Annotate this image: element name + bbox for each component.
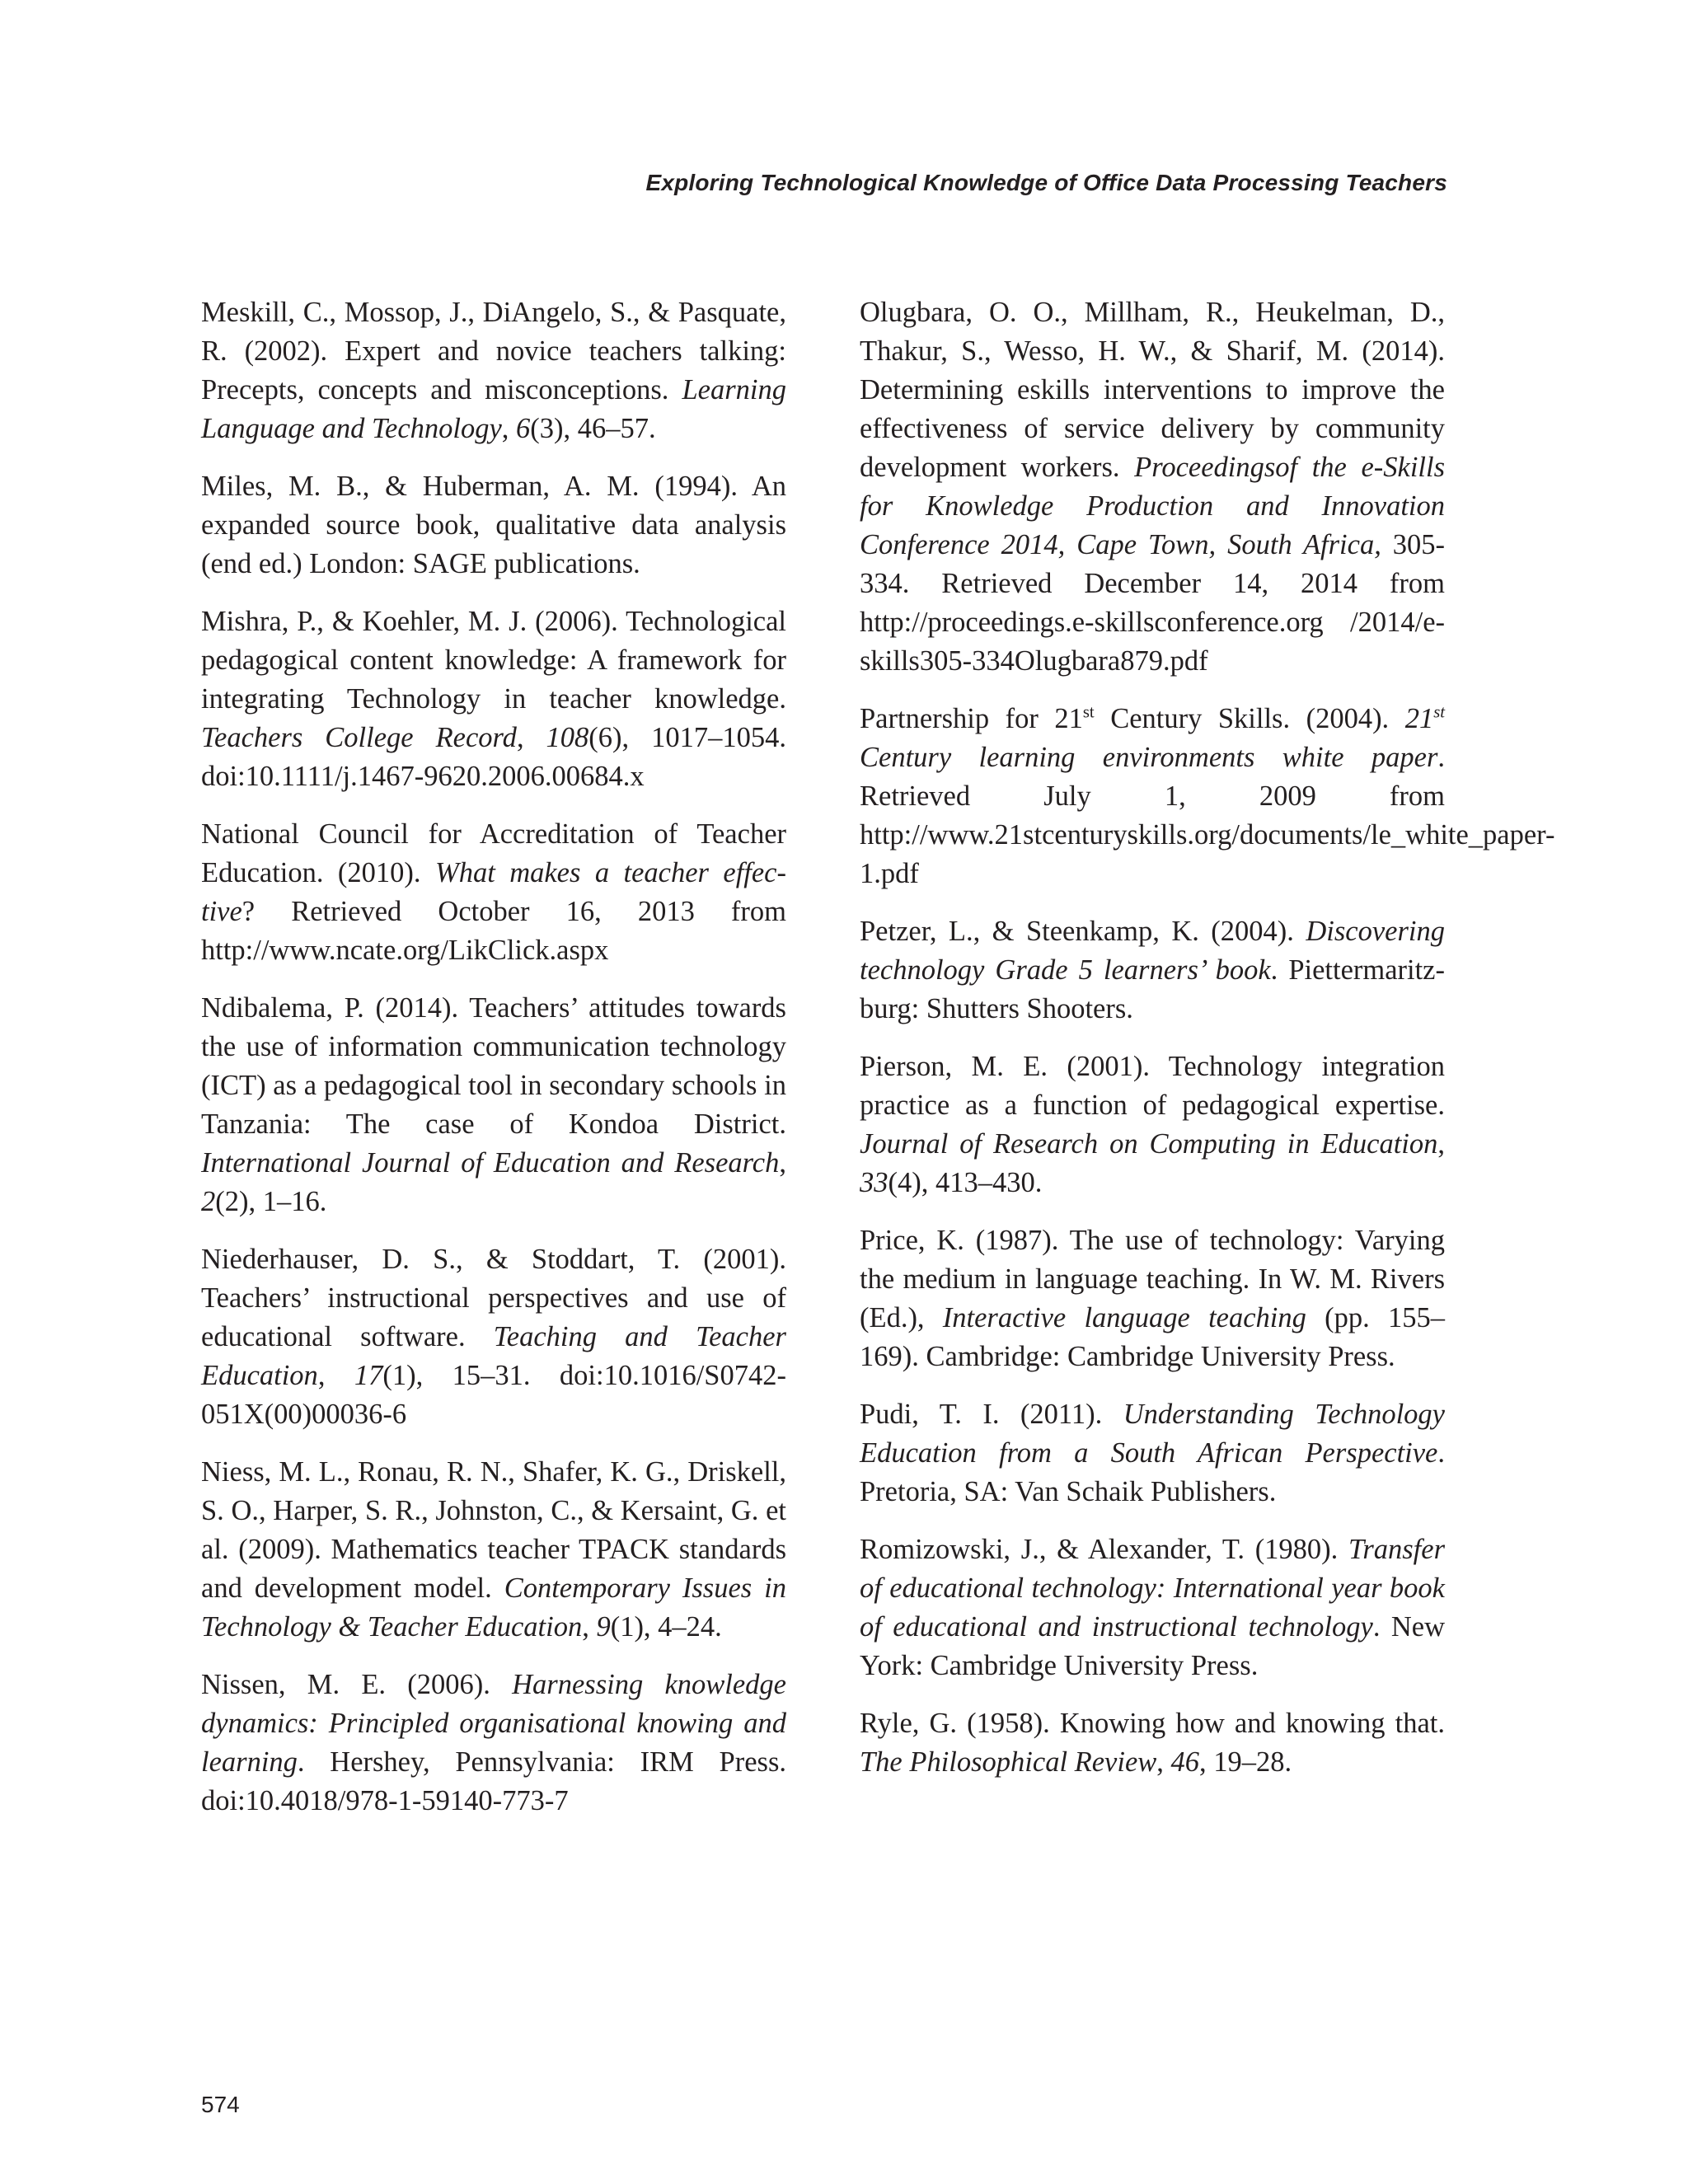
reference-entry-pierson [860,1047,1445,1202]
reference-text-run: . Retrieved July 1, 2009 from http://www.21stcenturyskills.org/documents/le_white_paper-1.pdf [860,742,1555,889]
reference-text-run: 6 [516,413,531,444]
reference-text-run: st [1082,703,1095,722]
reference-entry-ryle [860,1704,1445,1782]
references-column-left [201,293,786,1840]
reference-text-run: Learning Language and Technology [201,374,786,444]
reference-text-run: . New York: Cambridge University Press. [860,1611,1445,1681]
reference-text-run: Contemporary Issues in Technology & Teacher Education [201,1572,786,1643]
reference-text-run: Teaching and Teacher Education [201,1321,786,1391]
reference-text-run: Century Skills. (2004). [1094,703,1405,734]
reference-text-run: Romizowski, J., & Alexander, T. (1980). [860,1534,1349,1565]
reference-text-run: Olugbara, O. O., Millham, R., Heukelman, D., Thakur, S., Wesso, H. W., & Sharif, M. (2014). Determining eskills interventions to improve the effectiveness of service delivery by community development workers. [860,297,1445,483]
page-number: 574 [201,2092,240,2117]
references-column-right [860,293,1555,1801]
reference-text-run: . Pretoria, SA: Van Schaik Publishers. [860,1437,1445,1507]
reference-text-run: 108 [546,722,589,753]
reference-text-run: Mishra, P., & Koehler, M. J. (2006). Technological pedagogical content knowledge: A framework for integrating Technology in teacher knowledge. [201,606,786,715]
reference-text-run: Petzer, L., & Steenkamp, K. (2004). [860,916,1306,947]
reference-text-run: , [317,1360,354,1391]
reference-text-run: (3), 46–57. [530,413,656,444]
reference-text-run: , [516,722,546,753]
reference-text-run: Discovering technology Grade 5 learners’ book [860,916,1445,986]
reference-entry-ncate [201,815,786,970]
reference-text-run: (2), 1–16. [215,1186,327,1217]
reference-text-run: , 19–28. [1199,1746,1292,1778]
reference-text-run: 2 [201,1186,216,1217]
reference-text-run: Ryle, G. (1958). Knowing how and knowing that. [860,1708,1445,1739]
reference-text-run: ? Retrieved October 16, 2013 from http://www.ncate.org/LikClick.aspx [201,896,786,966]
reference-text-run: What makes a teacher effective [201,857,786,927]
reference-text-run: Ndibalema, P. (2014). Teachers’ attitudes towards the use of information communication technology (ICT) as a pedagogical tool in secondary schools in Tanzania: The case of Kondoa District. [201,992,786,1140]
reference-text-run: Teachers College Record [201,722,517,753]
reference-text-run: Miles, M. B., & Huberman, A. M. (1994). An expanded source book, qualitative data analysis (end ed.) London: SAGE publications. [201,471,786,579]
reference-text-run: 33 [860,1167,889,1198]
reference-text-run: International Journal of Education and Research [201,1147,780,1179]
reference-entry-petzer [860,912,1445,1029]
reference-entry-ndibalema [201,989,786,1221]
reference-text-run: (pp. 155–169). Cambridge: Cambridge University Press. [860,1302,1445,1372]
reference-text-run: National Council for Accreditation of Teacher Education. (2010). [201,818,786,888]
reference-text-run: Niederhauser, D. S., & Stoddart, T. (2001). Teachers’ instructional perspectives and use of educational software. [201,1244,786,1352]
reference-text-run: , [1437,1128,1445,1160]
reference-text-run: Pudi, T. I. (2011). [860,1399,1123,1430]
reference-text-run: (4), 413–430. [888,1167,1043,1198]
running-header: Exploring Technological Knowledge of Office Data Processing Teachers [645,170,1447,195]
reference-entry-nissen [201,1666,786,1821]
reference-entry-meskill [201,293,786,448]
reference-text-run: 46 [1170,1746,1200,1778]
reference-text-run: Century learning environments white paper [860,742,1438,773]
reference-entry-niess [201,1453,786,1647]
reference-entry-olugbara [860,293,1445,681]
reference-text-run: (1), 15–31. doi:10.1016/S0742-051X(00)00036-6 [201,1360,786,1430]
reference-text-run: Journal of Research on Computing in Education [860,1128,1438,1160]
reference-text-run: Niess, M. L., Ronau, R. N., Shafer, K. G., Driskell, S. O., Harper, S. R., Johnston, C., & Kersaint, G. et al. (2009). Mathematics teacher TPACK standards and development model. [201,1456,786,1604]
reference-text-run: Pierson, M. E. (2001). Technology integration practice as a function of pedagogical expertise. [860,1051,1445,1121]
reference-text-run: Interactive language teaching [942,1302,1306,1333]
reference-text-run: , [582,1611,597,1643]
reference-text-run: . Hershey, Pennsylvania: IRM Press. doi:10.4018/978-1-59140-773-7 [201,1746,786,1816]
reference-text-run: , [1156,1746,1171,1778]
reference-text-run: . Piettermaritzburg: Shutters Shooters. [860,954,1445,1024]
reference-entry-miles [201,467,786,583]
reference-text-run: , [779,1147,786,1179]
reference-text-run: Understanding Technology Education from a South African Perspective [860,1399,1445,1469]
reference-text-run: Partnership for 21 [860,703,1083,734]
reference-entry-price [860,1221,1445,1376]
reference-text-run: Proceedingsof the e-Skills for Knowledge Production and Innovation Conference 2014, Cape Town, South Africa, [860,452,1445,560]
reference-text-run: 21 [1404,703,1434,734]
reference-text-run: Harnessing knowledge dynamics: Principled organisational knowing and learning [201,1669,786,1778]
reference-text-run: st [1433,703,1445,722]
reference-entry-romizowski [860,1530,1445,1685]
reference-text-run: (6), 1017–1054. doi:10.1111/j.1467-9620.2006.00684.x [201,722,787,792]
reference-text-run: (1), 4–24. [610,1611,722,1643]
reference-text-run: Meskill, C., Mossop, J., DiAngelo, S., & Pasquate, R. (2002). Expert and novice teachers talking: Precepts, concepts and misconceptions. [201,297,786,405]
reference-text-run: The Philosophical Review [860,1746,1157,1778]
reference-entry-niederhauser [201,1240,786,1434]
reference-text-run: 17 [354,1360,383,1391]
reference-text-run: , [501,413,517,444]
reference-text-run: Nissen, M. E. (2006). [201,1669,513,1700]
reference-entry-p21 [860,700,1555,893]
reference-text-run: Price, K. (1987). The use of technology: Varying the medium in language teaching. In W. M. Rivers (Ed.), [860,1225,1445,1333]
reference-entry-pudi [860,1395,1445,1511]
reference-entry-mishra [201,602,786,796]
reference-text-run: 305-334. Retrieved December 14, 2014 from http://proceedings.e-skillsconference.org /2014/e-skills305-334Olugbara879.pdf [860,529,1445,677]
reference-text-run: 9 [596,1611,611,1643]
reference-text-run: Transfer of educational technology: International year book of educational and instructional technology [860,1534,1445,1643]
